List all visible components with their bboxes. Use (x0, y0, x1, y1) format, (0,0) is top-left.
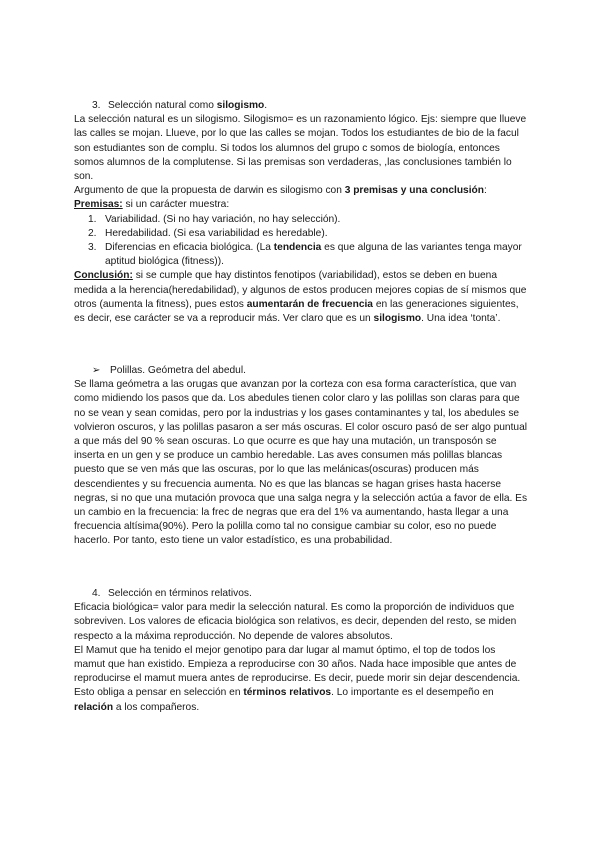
polillas-heading: ➢ Polillas. Geómetra del abedul. (74, 364, 529, 378)
silogismo-paragraph: La selección natural es un silogismo. Silogismo= es un razonamiento lógico. Ejs: siempre que llueve las calles se mojan. Llueve, por lo que las calles se mojan. Todos los estudiantes de bio de la facul son estudiantes son de complu. Si todos los alumnos del grupo c somos de biología, entonces somos alumnos de la complutense. Si las premisas son verdaderas, ,las conclusiones también lo son. (74, 114, 527, 183)
arrow-bullet-icon: ➢ (92, 365, 101, 376)
eficacia-paragraph: Eficacia biológica= valor para medir la selección natural. Es como la proporción de individuos que sobreviven. Los valores de eficacia biológica son relativos, es decir, dependen del resto, se miden respecto a la máxima reproducción. No depende de valores absolutos. (74, 602, 517, 642)
section-3-heading: 3. Selección natural como silogismo. (92, 100, 268, 111)
polillas-section (74, 364, 529, 549)
conclusion-paragraph: Conclusión: si se cumple que hay distintos fenotipos (variabilidad), estos se deben en buena medida a la herencia(heredabilidad), y algunos de estos producen mejores copias de sí mismos que otros (aumenta la fitness), pues estos aumentarán de frecuencia en las generaciones siguientes, es decir, ese carácter se va a reproducir más. Ver claro que es un silogismo. Una idea ‘tonta’. (74, 270, 527, 325)
mamut-paragraph: El Mamut que ha tenido el mejor genotipo para dar lugar al mamut óptimo, el top de todos los mamut que han existido. Empieza a reproducirse con 30 años. Nada hace imposible que antes de reproducirse el mamut muera antes de reproducirse. Es decir, puede morir sin dejar descendencia. (74, 644, 521, 685)
section-3 (74, 99, 529, 326)
section-4 (74, 587, 529, 715)
premisas-line: Premisas: si un carácter muestra: (74, 199, 230, 211)
list-item: 2. Heredabilidad. (Si esa variabilidad es heredable). (88, 227, 328, 239)
list-item: 3. Diferencias en eficacia biológica. (La tendencia es que alguna de las variantes tenga mayor aptitud biológica (fitness)). (88, 242, 522, 268)
keyword-silogismo: silogismo (216, 100, 265, 111)
section-4-heading: 4. Selección en términos relativos. (92, 588, 252, 599)
polillas-paragraph: Se llama geómetra a las orugas que avanzan por la corteza con esa forma característica, que van como midiendo los pasos que da. Los abedules tienen color claro y las polillas son claras para que no se vean y sean comidas, pero por la industrias y los gases contaminantes y tal, los abedules se volvieron oscuros, y las polillas pasaron a ser más oscuras. El color oscuro pasó de ser algo puntual a que más del 90 % sean oscuras. Lo que ocurre es que hay una mutación, un transposón se inserta en un gen y se produce un cambio heredable. Las aves consumen más polillas blancas puesto que se ven más que las oscuras, por lo que las melánicas(oscuras) producen más descendientes y su frecuencia aumenta. No es que las blancas se hagan grises hasta hacerse negras, si no que una mutación provoca que una salga negra y la selección actúa a favor de ella. Es un cambio en la frecuencia: la frec de negras que era del 1% va aumentando, hasta llegar a una frecuencia altísima(90%). Pero la polilla como tal no consigue cambiar su color, eso no puede hacerlo. Por tanto, esto tiene un valor estadístico, es una probabilidad. (74, 379, 528, 547)
argument-line: Argumento de que la propuesta de darwin es silogismo con 3 premisas y una conclusión: (74, 185, 487, 197)
relativos-paragraph: Esto obliga a pensar en selección en términos relativos. Lo importante es el desempeño en relación a los compañeros. (74, 687, 494, 713)
premisas-list (74, 213, 529, 270)
list-item: 1. Variabilidad. (Si no hay variación, no hay selección). (88, 213, 341, 225)
